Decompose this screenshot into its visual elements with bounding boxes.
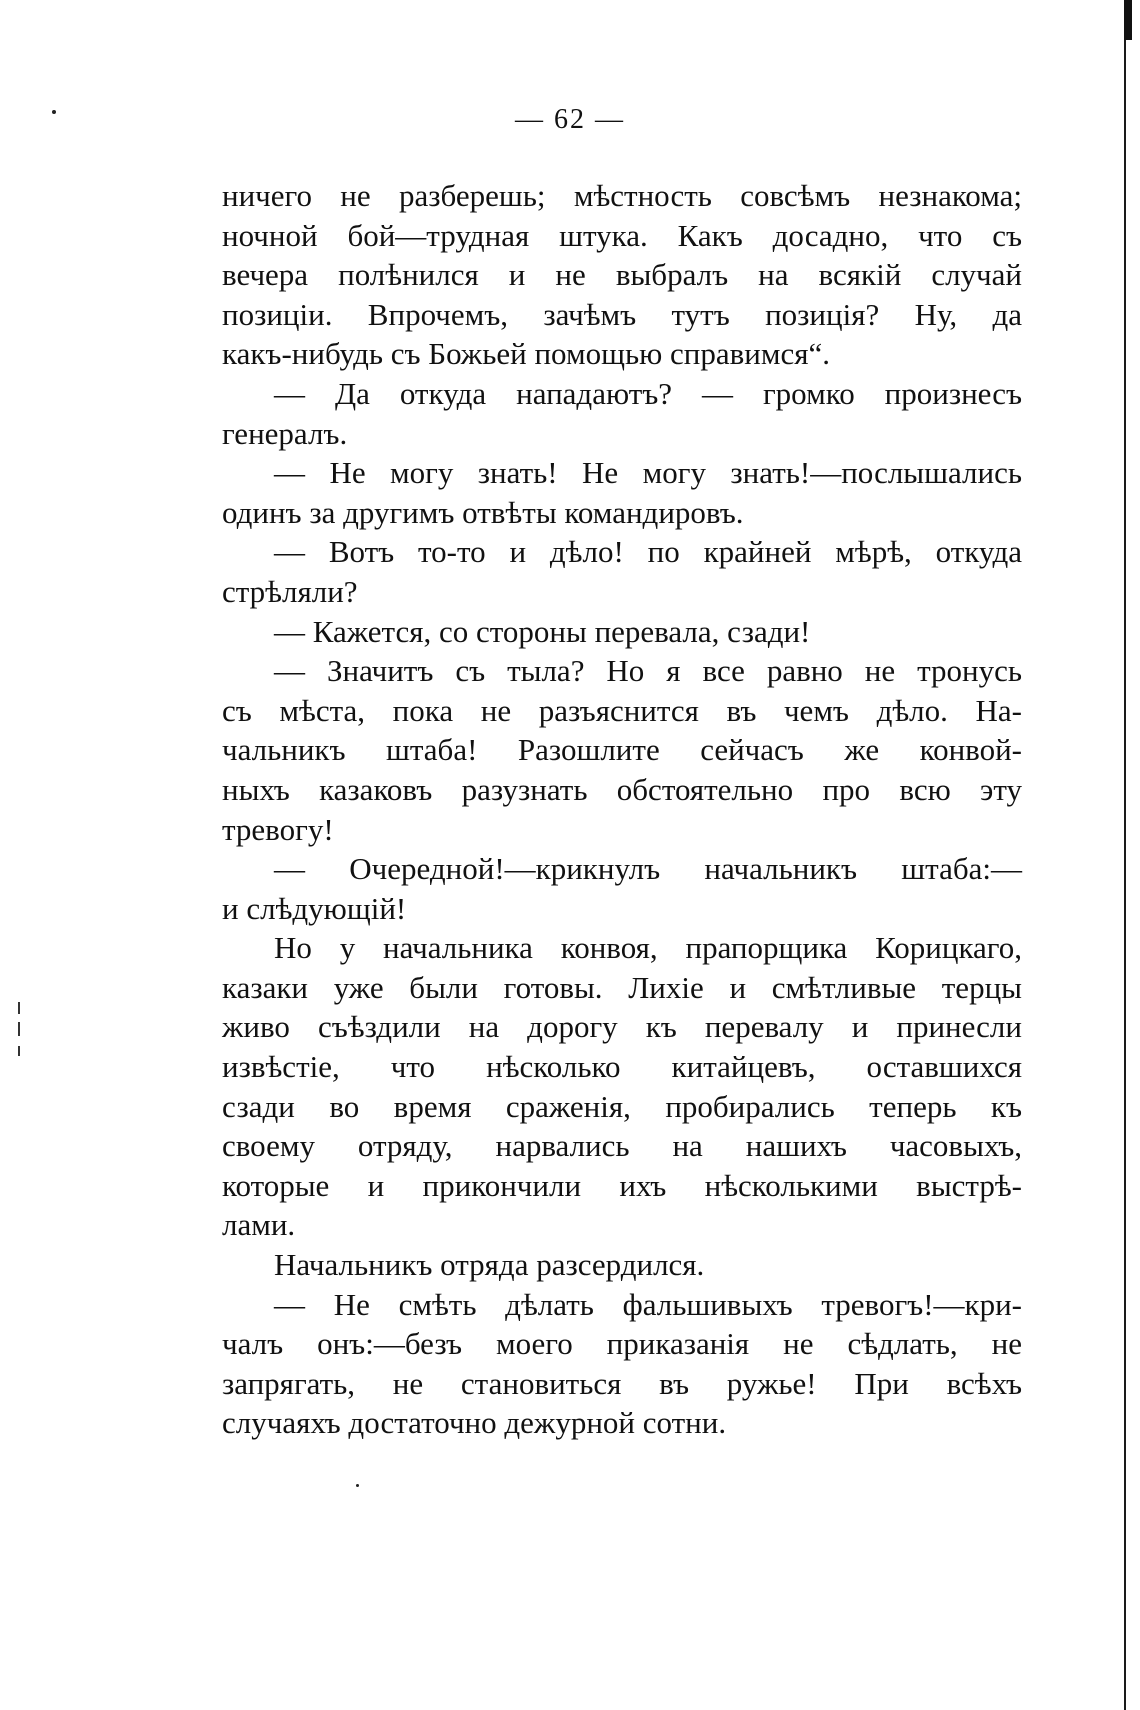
body-text bbox=[222, 176, 1022, 1443]
text-line: и слѣдующій! bbox=[222, 890, 407, 926]
margin-dash-mark bbox=[18, 1022, 20, 1036]
text-line: вечера полѣнился и не выбралъ на всякій случай bbox=[222, 257, 1022, 293]
paper-speck bbox=[356, 1484, 359, 1487]
text-line: чалъ онъ:—безъ моего приказанія не сѣдлать, не bbox=[222, 1326, 1022, 1362]
text-line: — Вотъ то-то и дѣло! по крайней мѣрѣ, откуда bbox=[274, 534, 1022, 570]
text-line: ночной бой—трудная штука. Какъ досадно, что съ bbox=[222, 217, 1022, 253]
text-line: которые и прикончили ихъ нѣсколькими выстрѣ- bbox=[222, 1167, 1022, 1203]
text-line: чальникъ штаба! Разошлите сейчасъ же конвой- bbox=[222, 732, 1022, 768]
text-line: стрѣляли? bbox=[222, 573, 358, 609]
binding-edge-line bbox=[1124, 0, 1126, 1710]
text-line: тревогу! bbox=[222, 811, 334, 847]
page-number: — 62 — bbox=[515, 104, 625, 135]
text-line: извѣстіе, что нѣсколько китайцевъ, оставшихся bbox=[222, 1049, 1022, 1085]
text-line: — Очередной!—крикнулъ начальникъ штаба:— bbox=[274, 851, 1022, 887]
text-line: Но у начальника конвоя, прапорщика Корицкаго, bbox=[274, 930, 1022, 966]
text-line: живо съѣздили на дорогу къ перевалу и принесли bbox=[222, 1009, 1022, 1045]
text-line: ничего не разберешь; мѣстность совсѣмъ незнакома; bbox=[222, 178, 1022, 213]
binding-edge-mark bbox=[1124, 0, 1132, 40]
text-line: — Не могу знать! Не могу знать!—послышались bbox=[274, 455, 1022, 491]
text-line: казаки уже были готовы. Лихіе и смѣтливые терцы bbox=[222, 969, 1022, 1005]
text-line: сзади во время сраженія, пробирались теперь къ bbox=[222, 1088, 1022, 1124]
text-line: случаяхъ достаточно дежурной сотни. bbox=[222, 1405, 727, 1441]
text-line: какъ-нибудь съ Божьей помощью справимся“. bbox=[222, 336, 830, 372]
text-line: — Да откуда нападаютъ? — громко произнесъ bbox=[274, 375, 1022, 411]
text-line: — Кажется, со стороны перевала, сзади! bbox=[274, 613, 811, 649]
text-line: ныхъ казаковъ разузнать обстоятельно про всю эту bbox=[222, 771, 1022, 807]
text-line: — Значитъ съ тыла? Но я все равно не тронусь bbox=[274, 653, 1022, 689]
text-line: съ мѣста, пока не разъяснится въ чемъ дѣло. На- bbox=[222, 692, 1022, 728]
text-line: запрягать, не становиться въ ружье! При всѣхъ bbox=[222, 1365, 1022, 1401]
text-line: — Не смѣть дѣлать фальшивыхъ тревогъ!—кри- bbox=[274, 1286, 1022, 1322]
margin-dash-mark bbox=[18, 1002, 20, 1014]
text-line: Начальникъ отряда разсердился. bbox=[274, 1247, 705, 1283]
margin-dash-mark bbox=[18, 1046, 20, 1056]
text-line: одинъ за другимъ отвѣты командировъ. bbox=[222, 494, 744, 530]
text-line: лами. bbox=[222, 1207, 296, 1243]
text-line: своему отряду, нарвались на нашихъ часовыхъ, bbox=[222, 1128, 1022, 1164]
text-line: позиціи. Впрочемъ, зачѣмъ тутъ позиція? Ну, да bbox=[222, 296, 1022, 332]
text-line: генералъ. bbox=[222, 415, 348, 451]
